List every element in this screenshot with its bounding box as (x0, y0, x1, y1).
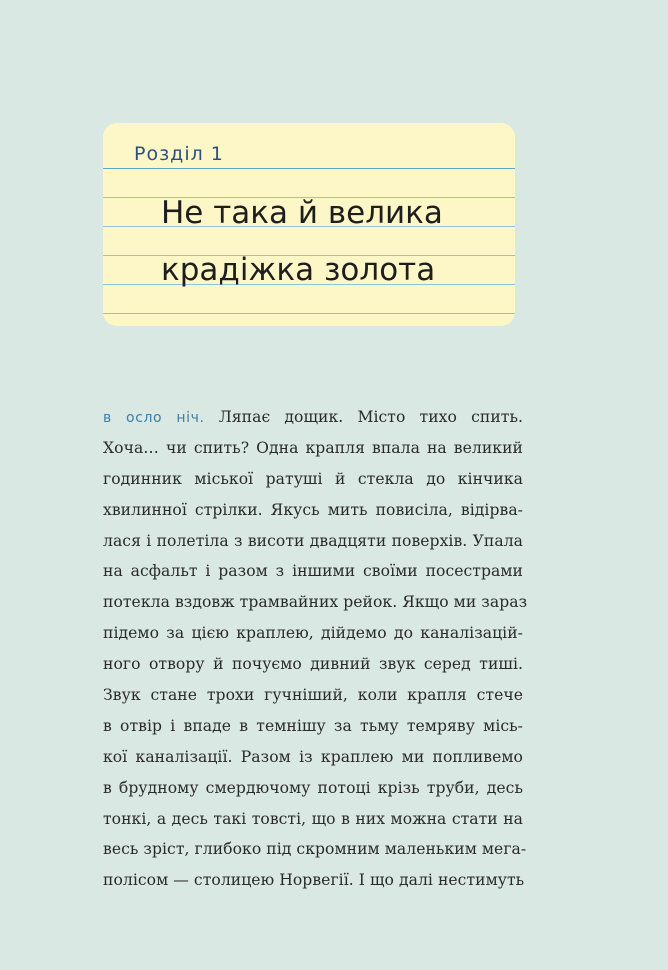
chapter-title-line: крадіжка золота (161, 252, 436, 288)
body-line: ного отвору й почуємо дивний звук серед тиші. (103, 655, 523, 674)
body-line: кої каналізації. Разом із краплею ми попливемо (103, 747, 523, 766)
chapter-title-line: Не така й велика (161, 195, 443, 231)
body-line: весь зріст, глибоко під скромним маленьким мега- (103, 840, 527, 859)
body-line: в отвір і впаде в темнішу за тьму темряву місь- (103, 716, 523, 735)
body-line (103, 402, 523, 433)
body-line: Звук стане трохи гучніший, коли крапля стече (103, 686, 523, 705)
card-rule (103, 168, 515, 169)
chapter-body (103, 402, 528, 896)
body-line: хвилинної стрілки. Якусь мить повисіла, відірва- (103, 500, 523, 519)
body-line: лася і полетіла з висоти двадцяти поверхів. Упала (103, 531, 523, 550)
body-line: тонкі, а десь такі товсті, що в них можна стати на (103, 809, 523, 828)
chapter-card (103, 123, 515, 326)
body-line: Хоча… чи спить? Одна крапля впала на великий (103, 438, 523, 457)
body-line: в брудному смердючому потоці крізь труби, десь (103, 778, 523, 797)
body-line: потекла вздовж трамвайних рейок. Якщо ми зараз (103, 593, 528, 612)
body-line-text: Ляпає дощик. Місто тихо спить. (218, 408, 523, 426)
body-line: полісом — столицею Норвегії. І що далі нестимуть (103, 871, 525, 890)
body-line: на асфальт і разом з іншими своїми посестрами (103, 562, 523, 581)
chapter-title (161, 185, 443, 299)
body-line: підемо за цією краплею, дійдемо до каналізацій- (103, 624, 523, 643)
chapter-label: Розділ 1 (134, 143, 224, 165)
body-line: годинник міської ратуші й стекла до кінчика (103, 469, 523, 488)
lead-in: в осло ніч. (103, 410, 205, 426)
card-rule (103, 313, 515, 314)
